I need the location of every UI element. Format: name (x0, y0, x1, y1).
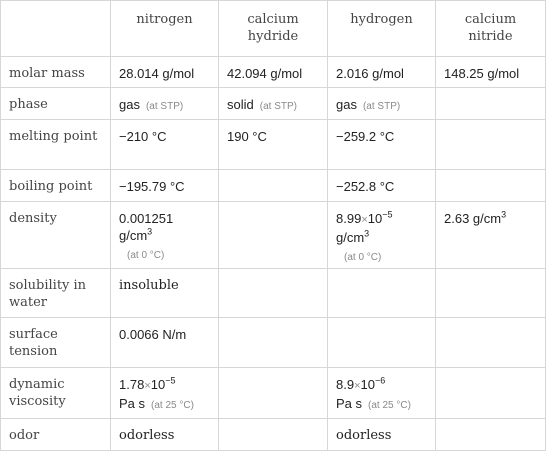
cell (436, 202, 546, 269)
row-label: density (1, 202, 111, 269)
column-header-calcium-hydride: calcium hydride (219, 1, 328, 57)
mantissa: 8.9 (336, 377, 355, 392)
unit-exponent: 3 (501, 209, 507, 220)
cell (219, 88, 328, 120)
cell (219, 318, 328, 368)
condition-note: (at 25 °C) (151, 400, 194, 411)
table-row (1, 419, 546, 451)
cell (436, 170, 546, 202)
condition-note: (at 25 °C) (368, 400, 411, 411)
cell: 28.014 g/mol (111, 57, 219, 88)
mantissa: 8.99 (336, 211, 362, 226)
viscosity-unit: Pa s (119, 396, 146, 411)
phase-value: solid (227, 97, 254, 112)
times-sign: × (361, 214, 368, 226)
cell (111, 368, 219, 419)
cell: odorless (111, 419, 219, 451)
row-label: molar mass (1, 57, 111, 88)
row-label: odor (1, 419, 111, 451)
exponent: −6 (374, 375, 386, 386)
cell (436, 368, 546, 419)
density-unit: g/cm (119, 228, 148, 243)
base: 10 (360, 377, 375, 392)
table-row (1, 88, 546, 120)
table-row (1, 202, 546, 269)
exponent: −5 (165, 375, 176, 386)
cell (436, 318, 546, 368)
cell: −252.8 °C (328, 170, 436, 202)
cell (219, 170, 328, 202)
cell (219, 419, 328, 451)
cell (219, 368, 328, 419)
cell: 148.25 g/mol (436, 57, 546, 88)
condition-note: (at STP) (362, 101, 401, 112)
times-sign: × (144, 380, 151, 392)
cell: 0.0066 N/m (111, 318, 219, 368)
base: 10 (150, 377, 166, 392)
cell (436, 120, 546, 170)
condition-note: (at 0 °C) (344, 252, 382, 263)
row-label: boiling point (1, 170, 111, 202)
cell (328, 202, 436, 269)
viscosity-unit: Pa s (336, 396, 363, 411)
mantissa: 1.78 (119, 377, 145, 392)
cell (111, 202, 219, 269)
table-row (1, 170, 546, 202)
cell (436, 88, 546, 120)
density-unit: g/cm (336, 230, 365, 245)
cell: 42.094 g/mol (219, 57, 328, 88)
base: 10 (367, 211, 383, 226)
table-row (1, 318, 546, 368)
cell (219, 269, 328, 318)
phase-value: gas (336, 97, 357, 112)
density-value: 2.63 g/cm (444, 211, 502, 226)
table-row (1, 269, 546, 318)
cell (219, 202, 328, 269)
phase-value: gas (119, 97, 140, 112)
cell (111, 88, 219, 120)
column-header-nitrogen: nitrogen (111, 1, 219, 57)
cell (328, 269, 436, 318)
unit-exponent: 3 (364, 228, 370, 239)
cell: 2.016 g/mol (328, 57, 436, 88)
header-row (1, 1, 546, 57)
corner-cell (1, 1, 111, 57)
cell (328, 318, 436, 368)
condition-note: (at 0 °C) (127, 250, 165, 261)
times-sign: × (354, 380, 361, 392)
table-row (1, 120, 546, 170)
row-label: phase (1, 88, 111, 120)
cell: odorless (328, 419, 436, 451)
condition-note: (at STP) (259, 101, 297, 112)
condition-note: (at STP) (145, 101, 184, 112)
row-label: melting point (1, 120, 111, 170)
cell: −195.79 °C (111, 170, 219, 202)
cell: −259.2 °C (328, 120, 436, 170)
cell (328, 368, 436, 419)
unit-exponent: 3 (147, 226, 153, 237)
cell (436, 269, 546, 318)
row-label: solubility in water (1, 269, 111, 318)
exponent: −5 (382, 209, 393, 220)
table-row (1, 57, 546, 88)
cell: 190 °C (219, 120, 328, 170)
row-label: surface tension (1, 318, 111, 368)
row-label: dynamic viscosity (1, 368, 111, 419)
column-header-hydrogen: hydrogen (328, 1, 436, 57)
table-row (1, 368, 546, 419)
cell: −210 °C (111, 120, 219, 170)
density-value: 0.001251 (119, 211, 174, 226)
cell (436, 419, 546, 451)
cell: insoluble (111, 269, 219, 318)
column-header-calcium-nitride: calcium nitride (436, 1, 546, 57)
cell (328, 88, 436, 120)
